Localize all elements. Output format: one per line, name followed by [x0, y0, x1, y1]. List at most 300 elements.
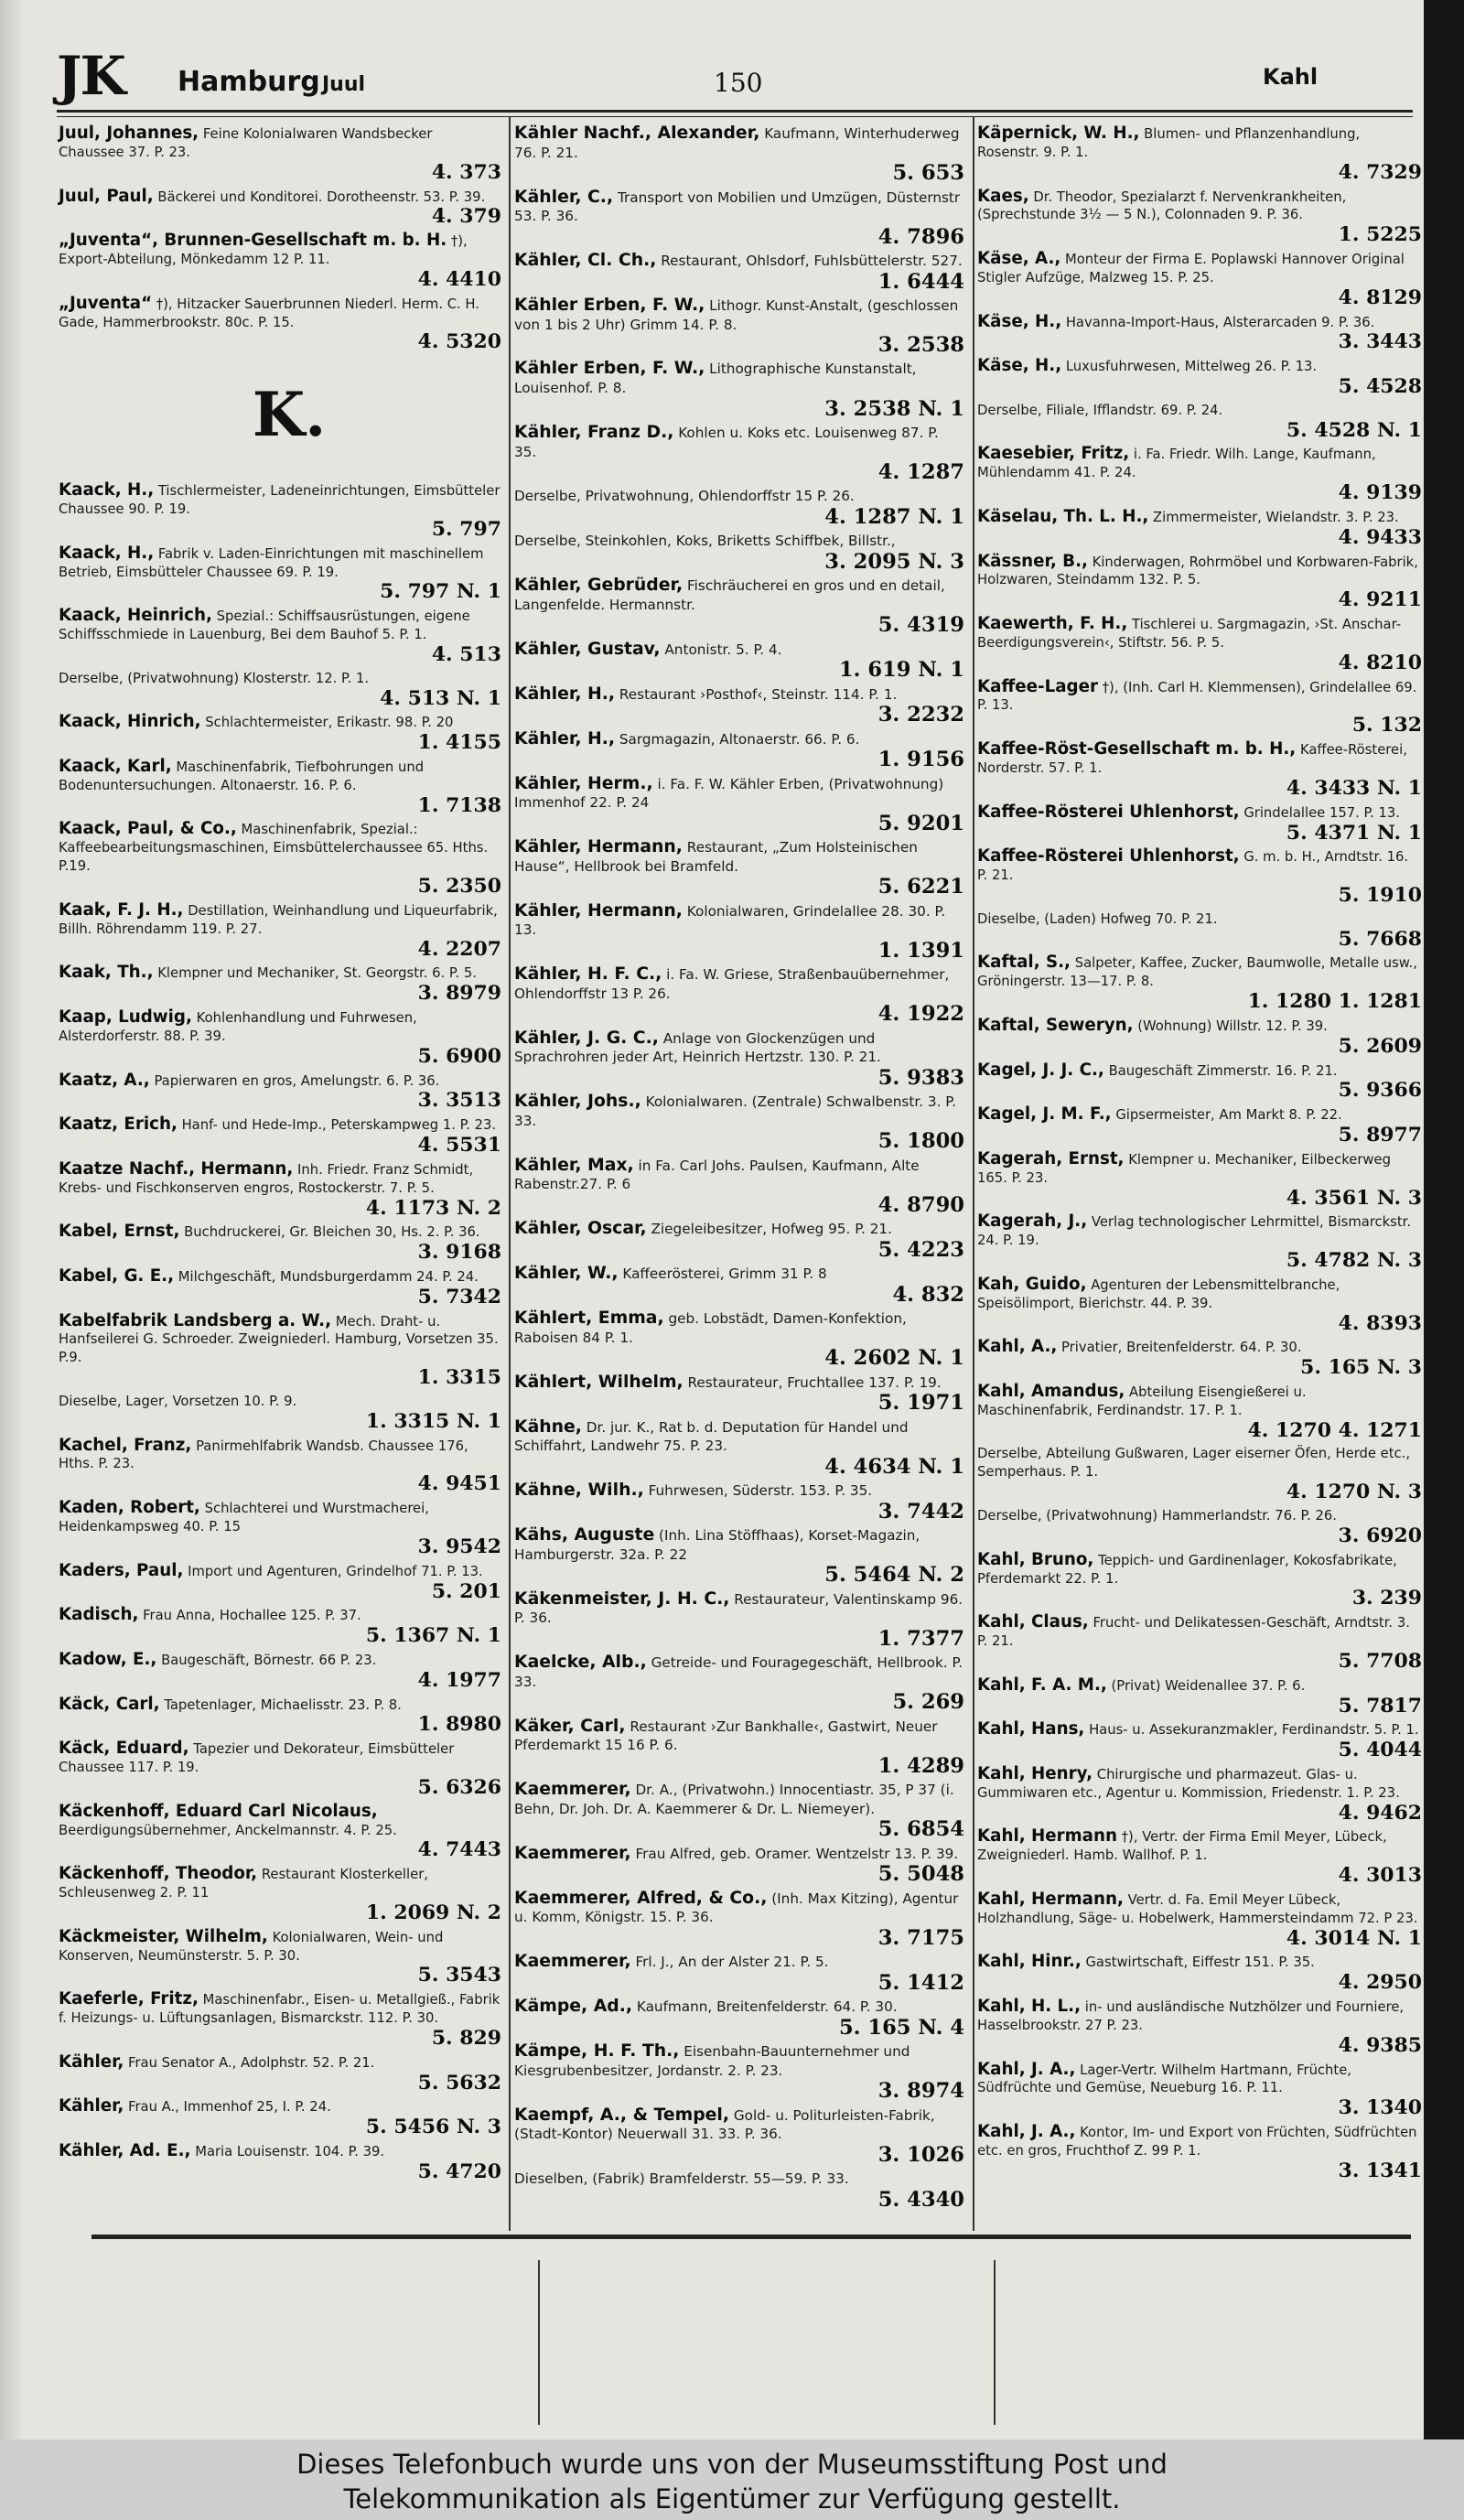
listing-entry: [514, 1309, 964, 1370]
footer-line-2: Telekommunikation als Eigentümer zur Verfügung gestellt.: [343, 2483, 1121, 2515]
page-header: [57, 46, 1383, 110]
listing-entry: [59, 1606, 501, 1647]
listing-entry: [977, 1017, 1422, 1058]
subscriber-name: Kadisch,: [59, 1605, 139, 1625]
listing-entry: [59, 1499, 501, 1558]
listing-details: Bäckerei und Konditorei. Dorotheenstr. 53. P. 39.: [157, 188, 486, 205]
listing-entry: [59, 124, 501, 184]
subscriber-name: Kähler, Oscar,: [514, 1219, 647, 1239]
subscriber-name: Kähler, Hermann,: [514, 837, 683, 857]
listing-details: Zimmermeister, Wielandstr. 3. P. 23.: [1153, 509, 1399, 525]
subscriber-name: Kaders, Paul,: [59, 1560, 184, 1580]
subscriber-name: Kähs, Auguste: [514, 1525, 655, 1545]
listing-details: Frau Senator A., Adolphstr. 52. P. 21.: [128, 2054, 375, 2071]
subscriber-name: Kaack, H.,: [59, 543, 155, 563]
listing-details: (Privat) Weidenallee 37. P. 6.: [1111, 1677, 1306, 1694]
listing-entry: [514, 1718, 964, 1778]
phone-number: 4. 3013: [1338, 1863, 1422, 1888]
scan-dark-edge: [1424, 0, 1464, 2439]
listing-details: Vertr. d. Fa. Emil Meyer Lübeck, Holzhandlung, Säge- u. Hobelwerk, Hammersteindamm 72. P 23.: [977, 1891, 1418, 1926]
subscriber-name: Kahl, Amandus,: [977, 1381, 1125, 1401]
listing-details: Ziegeleibesitzer, Hofweg 95. P. 21.: [651, 1221, 892, 1238]
phone-number: 5. 165 N. 4: [838, 2015, 964, 2040]
subscriber-name: Kahl, Hans,: [977, 1719, 1085, 1739]
listing-details: in Fa. Carl Johs. Paulsen, Kaufmann, Alte Rabenstr.27. P. 6: [514, 1157, 920, 1193]
phone-number: 4. 7329: [1338, 159, 1422, 184]
phone-number: 5. 7708: [1338, 1648, 1422, 1673]
phone-number: 5. 653: [892, 161, 964, 186]
listing-details: Feine Kolonialwaren Wandsbecker Chaussee 37. P. 23.: [59, 126, 433, 160]
listing-details: i. Fa. W. Griese, Straßenbauübernehmer, Ohlendorffstr 13 P. 26.: [514, 966, 950, 1002]
listing-details: Buchdruckerei, Gr. Bleichen 30, Hs. 2. P. 36.: [184, 1224, 480, 1241]
listing-entry: [514, 965, 964, 1026]
page-left-edge: [0, 0, 24, 2439]
listing-entry: [977, 1150, 1422, 1210]
subscriber-name: Kaemmerer,: [514, 1952, 631, 1972]
phone-number: 1. 5225: [1338, 222, 1422, 247]
subscriber-name: Kähler, H. F. C.,: [514, 964, 662, 985]
listing-entry: [59, 1928, 501, 1987]
listing-entry: [977, 1276, 1422, 1335]
listing-entry: [514, 1781, 964, 1841]
phone-number: 4. 379: [431, 204, 501, 229]
phone-number: 5. 9383: [877, 1065, 964, 1090]
phone-number: 4. 1173 N. 2: [365, 1195, 501, 1220]
listing-details: Gipsermeister, Am Markt 8. P. 22.: [1115, 1107, 1342, 1124]
listing-entry: [59, 295, 501, 354]
listing-entry: [514, 124, 964, 185]
subscriber-name: Kaatz, A.,: [59, 1070, 150, 1090]
subscriber-name: Kahl, Hermann,: [977, 1889, 1124, 1909]
listing-entry: [59, 1865, 501, 1924]
listing-entry: [514, 730, 964, 771]
phone-number: 4. 8790: [877, 1192, 964, 1217]
column-divider: [509, 117, 511, 2231]
phone-number: 5. 6900: [417, 1043, 501, 1068]
listing-details: Monteur der Firma E. Poplawski Hannover Original Stigler Aufzüge, Malzweg 15. P. 25.: [977, 252, 1405, 285]
listing-details: Restaurateur, Fruchtallee 137. P. 19.: [687, 1373, 942, 1391]
phone-number: 4. 9433: [1338, 524, 1422, 549]
footer-notice: [0, 2439, 1464, 2520]
phone-number: 4. 3433 N. 1: [1286, 775, 1422, 800]
listing-entry: [514, 1265, 964, 1306]
phone-number: 4. 373: [431, 159, 501, 184]
header-rule-thin: [57, 116, 1413, 117]
subscriber-name: Kässner, B.,: [977, 551, 1088, 571]
subscriber-name: Kähler, C.,: [514, 187, 614, 207]
phone-number: 4. 513 N. 1: [380, 685, 501, 710]
listing-details: Tischlerei u. Sargmagazin, ›St. Anschar-Beerdigungsverein‹, Stiftstr. 56. P. 5.: [977, 617, 1402, 651]
phone-number: 4. 7896: [877, 224, 964, 249]
listing-details: Havanna-Import-Haus, Alsterarcaden 9. P. 36.: [1065, 314, 1375, 330]
page-number: 150: [714, 68, 763, 98]
phone-number: 1. 7138: [417, 792, 501, 817]
phone-number: 1. 1391: [877, 938, 964, 963]
phone-number: 3. 9542: [417, 1534, 501, 1558]
listing-details: Kolonialwaren. (Zentrale) Schwalbenstr. 3. P. 33.: [514, 1093, 956, 1129]
listing-entry: [977, 1105, 1422, 1147]
listing-entry: [977, 553, 1422, 612]
phone-number: 5. 9366: [1338, 1078, 1422, 1103]
phone-number: 5. 6326: [417, 1774, 501, 1799]
subscriber-name: Kabel, G. E.,: [59, 1265, 175, 1286]
phone-number: 5. 2609: [1338, 1033, 1422, 1058]
phone-number: 4. 1287: [877, 460, 964, 485]
listing-entry: [977, 1383, 1422, 1442]
subscriber-name: Käckmeister, Wilhelm,: [59, 1926, 268, 1946]
listing-entry: [977, 1613, 1422, 1673]
phone-number: 4. 1270 4. 1271: [1247, 1417, 1422, 1442]
phone-number: 5. 1367 N. 1: [365, 1623, 501, 1648]
listing-details: Dieselbe, Lager, Vorsetzen 10. P. 9.: [59, 1393, 297, 1409]
listing-entry: [514, 641, 964, 682]
listing-entry: [59, 1696, 501, 1737]
listing-details: i. Fa. F. W. Kähler Erben, (Privatwohnung) Immenhof 22. P. 24: [514, 775, 944, 812]
phone-number: 4. 7443: [417, 1837, 501, 1862]
listing-entry: [977, 1212, 1422, 1272]
listing-details: Dr. jur. K., Rat b. d. Deputation für Handel und Schiffahrt, Landwehr 75. P. 23.: [514, 1418, 909, 1455]
subscriber-name: Kaffee-Rösterei Uhlenhorst,: [977, 802, 1240, 822]
subscriber-name: Kähler Erben, F. W.,: [514, 359, 705, 379]
listing-entry: [514, 1029, 964, 1090]
phone-number: 3. 2538: [877, 333, 964, 358]
listing-details: Restaurateur, Valentinskamp 96. P. 36.: [514, 1590, 963, 1627]
phone-number: 1. 9156: [877, 748, 964, 772]
subscriber-name: Kadow, E.,: [59, 1649, 157, 1669]
subscriber-name: Kahl, H. L.,: [977, 1997, 1082, 2017]
listing-details: Lager-Vertr. Wilhelm Hartmann, Früchte, Südfrüchte und Gemüse, Neueburg 16. P. 11.: [977, 2062, 1351, 2096]
listing-details: Derselbe, (Privatwohnung) Klosterstr. 12. P. 1.: [59, 670, 370, 686]
subscriber-name: Kähler, Max,: [514, 1155, 634, 1175]
subscriber-name: Kaemmerer,: [514, 1780, 631, 1800]
listing-entry: [514, 1845, 964, 1886]
phone-number: 1. 1280 1. 1281: [1247, 989, 1422, 1014]
phone-number: 3. 7175: [877, 1925, 964, 1950]
subscriber-name: Käselau, Th. L. H.,: [977, 506, 1149, 526]
listing-entry: [59, 188, 501, 229]
phone-number: 3. 3443: [1338, 329, 1422, 354]
listing-entry: [977, 445, 1422, 504]
listing-details: Fischräucherei en gros und en detail, Langenfelde. Hermannstr.: [514, 577, 945, 613]
phone-number: 5. 4720: [417, 2159, 501, 2183]
subscriber-name: Kaftal, S.,: [977, 953, 1071, 973]
phone-number: 5. 8977: [1338, 1123, 1422, 1147]
listing-details: Frau A., Immenhof 25, I. P. 24.: [128, 2099, 331, 2116]
phone-number: 3. 1340: [1338, 2095, 1422, 2120]
subscriber-name: Kahl, J. A.,: [977, 2059, 1076, 2079]
subscriber-name: Käker, Carl,: [514, 1716, 626, 1736]
bottom-rule: [92, 2235, 1411, 2239]
phone-number: 4. 9211: [1338, 587, 1422, 612]
subscriber-name: Käse, A.,: [977, 249, 1061, 269]
listing-entry: [59, 1990, 501, 2050]
subscriber-name: Juul, Paul,: [59, 186, 154, 206]
listing-details: Restaurant, Ohlsdorf, Fuhlsbüttelerstr. 527.: [661, 253, 963, 269]
listing-details: Verlag technologischer Lehrmittel, Bismarckstr. 24. P. 19.: [977, 1214, 1412, 1249]
subscriber-name: Kählert, Wilhelm,: [514, 1372, 684, 1392]
section-letter: K.: [252, 379, 327, 451]
listing-details: Restaurant, „Zum Holsteinischen Hause“, Hellbrook bei Bramfeld.: [514, 839, 918, 875]
listing-details: Frucht- und Delikatessen-Geschäft, Arndtstr. 3. P. 21.: [977, 1615, 1410, 1650]
subscriber-name: Kähne, Wilh.,: [514, 1481, 644, 1501]
subscriber-name: Kähler, H.,: [514, 728, 616, 748]
phone-number: 5. 7668: [1338, 926, 1422, 951]
phone-number: 5. 4528: [1338, 374, 1422, 399]
phone-number: 3. 9168: [417, 1240, 501, 1265]
listing-details: (Wohnung) Willstr. 12. P. 39.: [1137, 1018, 1328, 1034]
phone-number: 5. 829: [431, 2025, 501, 2050]
listing-entry: [59, 607, 501, 666]
header-city: Hamburg: [178, 66, 320, 98]
listing-details: Agenturen der Lebensmittelbranche, Speisölimport, Bierichstr. 44. P. 39.: [977, 1276, 1340, 1311]
phone-number: 4. 832: [892, 1282, 964, 1307]
listing-entry: [514, 2042, 964, 2103]
subscriber-name: Kaemmerer, Alfred, & Co.,: [514, 1888, 768, 1908]
listing-details: Hanf- und Hede-Imp., Peterskampweg 1. P. 23.: [181, 1117, 497, 1134]
listing-entry: [59, 758, 501, 817]
listing-details: geb. Lobstädt, Damen-Konfektion, Raboisen 84 P. 1.: [514, 1310, 907, 1346]
listing-details: Baugeschäft Zimmerstr. 16. P. 21.: [1108, 1062, 1338, 1079]
listing-details: Frau Anna, Hochallee 125. P. 37.: [143, 1608, 361, 1624]
subscriber-name: Kämpe, Ad.,: [514, 1997, 633, 2017]
listing-entry: [977, 678, 1422, 738]
listing-entry: [59, 1437, 501, 1496]
subscriber-name: Kahl, J. A.,: [977, 2122, 1076, 2142]
listing-entry: [514, 838, 964, 899]
listing-details: Luxusfuhrwesen, Mittelweg 26. P. 13.: [1065, 359, 1318, 375]
subscriber-name: Kähler, J. G. C.,: [514, 1028, 659, 1048]
subscriber-name: Kähler, W.,: [514, 1264, 619, 1284]
subscriber-name: Kahl, Hinr.,: [977, 1952, 1082, 1972]
subscriber-name: Kaeferle, Fritz,: [59, 1989, 199, 2009]
listing-details: Spezial.: Schiffsausrüstungen, eigene Schiffsschmiede in Lauenburg, Bei dem Bauhof 5. P. 1.: [59, 608, 470, 643]
subscriber-name: Kagel, J. J. C.,: [977, 1060, 1104, 1080]
listing-entry: [514, 188, 964, 249]
listing-entry: [514, 1653, 964, 1714]
phone-number: 3. 2095 N. 3: [824, 549, 964, 574]
listing-entry: [514, 487, 964, 528]
listing-details: Schlachtermeister, Erikastr. 98. P. 20: [205, 715, 454, 731]
listing-entry: [977, 1765, 1422, 1825]
subscriber-name: Kähler, Franz D.,: [514, 422, 674, 442]
listing-entry: [977, 250, 1422, 309]
subscriber-name: Juul, Johannes,: [59, 124, 199, 143]
listing-entry: [59, 481, 501, 541]
subscriber-name: Kah, Guido,: [977, 1274, 1087, 1294]
subscriber-name: Kabelfabrik Landsberg a. W.,: [59, 1310, 332, 1330]
subscriber-name: Kaelcke, Alb.,: [514, 1653, 647, 1673]
phone-number: 3. 7442: [877, 1499, 964, 1524]
listing-details: Restaurant ›Posthof‹, Steinstr. 114. P. 1.: [619, 685, 898, 703]
subscriber-name: Kahl, Hermann: [977, 1826, 1117, 1847]
listing-entry: [514, 424, 964, 484]
listing-details: Getreide- und Fouragegeschäft, Hellbrook. P. 33.: [514, 1654, 963, 1690]
phone-number: 5. 1971: [877, 1391, 964, 1416]
phone-number: 5. 5456 N. 3: [365, 2115, 501, 2139]
subscriber-name: Kaak, Th.,: [59, 963, 154, 983]
subscriber-name: Kaftal, Seweryn,: [977, 1015, 1134, 1035]
listing-details: Fuhrwesen, Süderstr. 153. P. 35.: [648, 1482, 873, 1500]
phone-number: 5. 4371 N. 1: [1286, 820, 1422, 845]
subscriber-name: Käse, H.,: [977, 356, 1062, 376]
phone-number: 1. 6444: [877, 269, 964, 294]
subscriber-name: „Juventa“, Brunnen-Gesellschaft m. b. H.: [59, 231, 447, 251]
phone-number: 4. 8129: [1338, 285, 1422, 309]
subscriber-name: Kahl, Henry,: [977, 1763, 1093, 1783]
phone-number: 5. 6854: [877, 1817, 964, 1842]
listing-details: Chirurgische und pharmazeut. Glas- u. Gummiwaren etc., Agentur u. Kommission, Friedenstr. 1. P. 23.: [977, 1766, 1400, 1801]
listing-entry: [59, 544, 501, 604]
phone-number: 4. 513: [431, 641, 501, 666]
phone-number: 5. 201: [431, 1578, 501, 1603]
listing-details: Derselbe, (Privatwohnung) Hammerlandstr. 76. P. 26.: [977, 1507, 1337, 1524]
listing-entry: [59, 1115, 501, 1157]
listing-details: Import und Agenturen, Grindelhof 71. P. 13.: [188, 1563, 483, 1579]
listing-details: †), Hitzacker Sauerbrunnen Niederl. Herm. C. H. Gade, Hammerbrookstr. 80c. P. 15.: [59, 296, 479, 330]
listing-details: Sargmagazin, Altonaerstr. 66. P. 6.: [619, 730, 860, 748]
listing-entry: [514, 252, 964, 293]
listing-entry: [977, 313, 1422, 354]
listing-entry: [59, 1312, 501, 1389]
listing-entry: [514, 2106, 964, 2167]
subscriber-name: Kahl, F. A. M.,: [977, 1675, 1107, 1695]
subscriber-name: Käckenhoff, Eduard Carl Nicolaus,: [59, 1801, 378, 1821]
listing-details: G. m. b. H., Arndtstr. 16. P. 21.: [977, 849, 1409, 884]
listing-details: Transport von Mobilien und Umzügen, Düsternstr 53. P. 36.: [514, 188, 961, 225]
listing-column-2: [514, 124, 964, 2214]
listing-details: in- und ausländische Nutzhölzer und Fourniere, Hasselbrookstr. 27 P. 23.: [977, 1999, 1405, 2033]
listing-entry: [514, 296, 964, 357]
listing-details: Frau Alfred, geb. Oramer. Wentzelstr 13. P. 39.: [635, 1845, 959, 1862]
listing-entry: [59, 2097, 501, 2138]
phone-number: 1. 4289: [877, 1753, 964, 1778]
listing-entry: [977, 910, 1422, 951]
listing-details: Derselbe, Abteilung Gußwaren, Lager eiserner Öfen, Herde etc., Semperhaus. P. 1.: [977, 1446, 1411, 1481]
listing-details: Maschinenfabrik, Spezial.: Kaffeebearbeitungsmaschinen, Eimsbüttelerchaussee 65. Hths. P.19.: [59, 822, 489, 875]
listing-details: Tischlermeister, Ladeneinrichtungen, Eimsbütteler Chaussee 90. P. 19.: [59, 483, 501, 518]
listing-entry: [59, 1008, 501, 1068]
listing-details: Kaufmann, Breitenfelderstr. 64. P. 30.: [636, 1998, 898, 2016]
subscriber-name: Kaak, F. J. H.,: [59, 899, 184, 920]
phone-number: 3. 2232: [877, 703, 964, 727]
subscriber-name: Kaes,: [977, 186, 1029, 206]
listing-details: Antonistr. 5. P. 4.: [664, 641, 782, 658]
listing-entry: [514, 2170, 964, 2211]
listing-entry: [514, 1998, 964, 2039]
listing-details: Inh. Friedr. Franz Schmidt, Krebs- und Fischkonserven engros, Rostockerstr. 7. P. 5.: [59, 1161, 474, 1196]
phone-number: 3. 1341: [1338, 2158, 1422, 2182]
listing-details: Restaurant Klosterkeller, Schleusenweg 2. P. 11: [59, 1867, 428, 1901]
subscriber-name: Kämpe, H. F. Th.,: [514, 2041, 680, 2062]
listing-entry: [59, 1267, 501, 1308]
listing-entry: [977, 1827, 1422, 1887]
phone-number: 4. 9385: [1338, 2032, 1422, 2057]
phone-number: 5. 1412: [877, 1970, 964, 1995]
subscriber-name: Kaesebier, Fritz,: [977, 444, 1130, 464]
phone-number: 4. 2602 N. 1: [824, 1346, 964, 1371]
listing-entry: [59, 1393, 501, 1433]
header-first-name: Juul: [322, 73, 366, 96]
phone-number: 4. 9451: [417, 1471, 501, 1496]
phone-number: 4. 3561 N. 3: [1286, 1185, 1422, 1210]
listing-details: Derselbe, Steinkohlen, Koks, Briketts Schiffbek, Billstr.,: [514, 533, 896, 550]
listing-details: Tapetenlager, Michaelisstr. 23. P. 8.: [164, 1696, 402, 1713]
listing-details: Privatier, Breitenfelderstr. 64. P. 30.: [1061, 1340, 1302, 1356]
phone-number: 1. 619 N. 1: [838, 658, 964, 683]
listing-details: Kinderwagen, Rohrmöbel und Korbwaren-Fabrik, Holzwaren, Steindamm 132. P. 5.: [977, 554, 1418, 588]
phone-number: 5. 4782 N. 3: [1286, 1248, 1422, 1273]
subscriber-name: Kaatz, Erich,: [59, 1115, 178, 1135]
listing-details: Maschinenfabrik, Tiefbohrungen und Bodenuntersuchungen. Altonaerstr. 16. P. 6.: [59, 759, 425, 793]
subscriber-name: Kachel, Franz,: [59, 1435, 192, 1455]
listing-entry: [977, 615, 1422, 674]
phone-number: 5. 7342: [417, 1284, 501, 1308]
header-last-name: Kahl: [1263, 64, 1319, 90]
listing-entry: [514, 902, 964, 963]
phone-number: 1. 7377: [877, 1626, 964, 1651]
listing-details: Maria Louisenstr. 104. P. 39.: [195, 2143, 385, 2159]
phone-number: 3. 6920: [1338, 1523, 1422, 1547]
header-rule: [57, 110, 1413, 113]
subscriber-name: Kähler, Cl. Ch.,: [514, 251, 657, 270]
listing-entry: [514, 1220, 964, 1261]
subscriber-name: Kagel, J. M. F.,: [977, 1104, 1112, 1125]
listing-details: Derselbe, Privatwohnung, Ohlendorffstr 15 P. 26.: [514, 488, 855, 505]
subscriber-name: Kaack, Paul, & Co.,: [59, 819, 237, 839]
listing-details: Gastwirtschaft, Eiffestr 151. P. 35.: [1085, 1955, 1315, 1971]
subscriber-name: Kähler Erben, F. W.,: [514, 295, 705, 315]
subscriber-name: Kähler,: [59, 2096, 124, 2116]
listing-details: Fabrik v. Laden-Einrichtungen mit maschinellem Betrieb, Eimsbütteler Chaussee 69. P. 19.: [59, 545, 484, 580]
phone-number: 5. 4044: [1338, 1738, 1422, 1762]
listing-entry: [977, 1720, 1422, 1761]
listing-details: Milchgeschäft, Mundsburgerdamm 24. P. 24.: [178, 1268, 479, 1285]
subscriber-name: Kaack, Karl,: [59, 756, 172, 776]
phone-number: 5. 7817: [1338, 1693, 1422, 1718]
subscriber-name: Kaack, Heinrich,: [59, 606, 212, 626]
listing-entry: [59, 232, 501, 291]
listing-details: Dr. A., (Privatwohn.) Innocentiastr. 35, P 37 (i. Behn, Dr. Joh. Dr. A. Kaemmerer & Dr. L. Niemeyer).: [514, 1782, 954, 1817]
listing-details: Beerdigungsübernehmer, Anckelmannstr. 4. P. 25.: [59, 1822, 397, 1838]
phone-number: 3. 8979: [417, 981, 501, 1006]
subscriber-name: Käkenmeister, J. H. C.,: [514, 1588, 730, 1609]
listing-details: Kohlen u. Koks etc. Louisenweg 87. P. 35.: [514, 424, 939, 460]
listing-details: i. Fa. Friedr. Wilh. Lange, Kaufmann, Mühlendamm 41. P. 24.: [977, 447, 1376, 481]
listing-entry: [514, 532, 964, 573]
listing-details: Destillation, Weinhandlung und Liqueurfabrik, Billh. Röhrendamm 119. P. 27.: [59, 902, 498, 937]
phone-number: 5. 3543: [417, 1963, 501, 1987]
subscriber-name: Kähler,: [59, 2052, 124, 2072]
phone-number: 5. 269: [892, 1690, 964, 1715]
listing-entry: [514, 775, 964, 835]
listing-entry: [977, 953, 1422, 1013]
phone-number: 5. 6221: [877, 875, 964, 899]
listing-details: Dieselben, (Fabrik) Bramfelderstr. 55—59. P. 33.: [514, 2170, 849, 2188]
subscriber-name: Kagerah, Ernst,: [977, 1148, 1125, 1168]
subscriber-name: Kaden, Robert,: [59, 1498, 200, 1518]
phone-number: 1. 8980: [417, 1712, 501, 1737]
phone-number: 4. 2950: [1338, 1970, 1422, 1995]
subscriber-name: Kaffee-Rösterei Uhlenhorst,: [977, 846, 1240, 867]
footer-line-1: Dieses Telefonbuch wurde uns von der Museumsstiftung Post und: [296, 2449, 1168, 2480]
phone-number: 5. 4528 N. 1: [1286, 417, 1422, 442]
subscriber-name: Kähler, Herm.,: [514, 773, 653, 793]
phone-number: 4. 9139: [1338, 480, 1422, 505]
phone-number: 5. 797: [431, 516, 501, 541]
subscriber-name: Kähne,: [514, 1416, 582, 1437]
listing-entry: [514, 1093, 964, 1153]
phone-number: 5. 1910: [1338, 883, 1422, 908]
